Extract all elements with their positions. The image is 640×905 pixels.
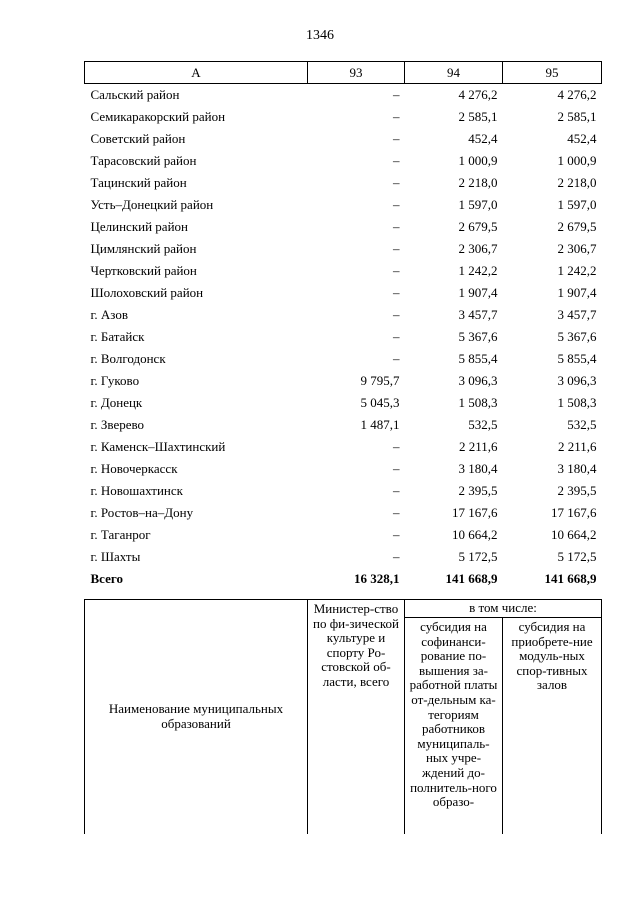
value-col-93: – (393, 461, 400, 476)
value-col-93: – (393, 87, 400, 102)
value-col-94: 1 242,2 (458, 263, 498, 278)
value-col-93: – (393, 285, 400, 300)
value-col-95: 2 211,6 (557, 439, 597, 454)
value-col-93: – (393, 131, 400, 146)
municipality-name: г. Азов (90, 307, 128, 322)
total-col-94: 141 668,9 (445, 571, 498, 586)
including-header: в том числе: (405, 600, 602, 618)
value-col-94: 2 306,7 (458, 241, 498, 256)
table-header-row (85, 62, 602, 84)
value-col-95: 2 585,1 (557, 109, 597, 124)
municipality-name: г. Ростов–на–Дону (90, 505, 194, 520)
value-col-93: – (393, 109, 400, 124)
municipality-name: г. Таганрог (90, 527, 151, 542)
value-col-95: 5 367,6 (557, 329, 597, 344)
header-col-a: А (85, 62, 308, 84)
salary-subsidy-header: субсидия на софинанси-рование по-вышения за-работной платы от-дельным ка-тегориям работников муниципаль-ных учре-ждений до-полнитель-ного образо- (405, 618, 503, 835)
table-row (85, 106, 602, 128)
table-row (85, 436, 602, 458)
municipality-name: Цимлянский район (90, 241, 197, 256)
municipality-name-header: Наименование муниципальных образований (85, 600, 308, 835)
page-number: 1346 (306, 28, 334, 43)
table-row (85, 172, 602, 194)
municipality-name: г. Шахты (90, 549, 141, 564)
table-row (85, 238, 602, 260)
value-col-95: 2 218,0 (557, 175, 597, 190)
value-col-95: 1 907,4 (557, 285, 597, 300)
table-row (85, 414, 602, 436)
value-col-94: 5 172,5 (458, 549, 498, 564)
value-col-94: 452,4 (468, 131, 498, 146)
municipality-name: Советский район (90, 131, 186, 146)
table-row (85, 260, 602, 282)
value-col-95: 1 242,2 (557, 263, 597, 278)
value-col-93: – (393, 549, 400, 564)
total-label: Всего (90, 571, 123, 586)
value-col-93: – (393, 307, 400, 322)
table-row (85, 502, 602, 524)
value-col-93: 1 487,1 (360, 417, 400, 432)
municipality-name: Чертковский район (90, 263, 197, 278)
table-row (85, 370, 602, 392)
value-col-93: – (393, 505, 400, 520)
table-row (85, 524, 602, 546)
value-col-93: – (393, 197, 400, 212)
municipality-name: Тарасовский район (90, 153, 197, 168)
value-col-95: 452,4 (567, 131, 597, 146)
header-col-94: 94 (405, 62, 503, 84)
value-col-95: 17 167,6 (551, 505, 597, 520)
table-row (85, 480, 602, 502)
municipality-name: г. Каменск–Шахтинский (90, 439, 226, 454)
header-col-95: 95 (503, 62, 602, 84)
value-col-94: 3 096,3 (458, 373, 498, 388)
municipality-name: г. Зверево (90, 417, 145, 432)
municipality-name: Усть–Донецкий район (90, 197, 214, 212)
value-col-94: 2 395,5 (458, 483, 498, 498)
table-row (85, 128, 602, 150)
table-row (85, 392, 602, 414)
table-row (85, 326, 602, 348)
header-col-93: 93 (308, 62, 405, 84)
value-col-93: 9 795,7 (360, 373, 400, 388)
value-col-94: 4 276,2 (458, 87, 498, 102)
municipality-name: г. Батайск (90, 329, 145, 344)
budget-table (84, 61, 602, 590)
table-row (85, 84, 602, 107)
table-row (85, 304, 602, 326)
value-col-95: 5 855,4 (557, 351, 597, 366)
municipality-name: Шолоховский район (90, 285, 204, 300)
ministry-total-header: Министер-ство по фи-зической культуре и спорту Ро-стовской об-ласти, всего (308, 600, 405, 835)
value-col-93: – (393, 351, 400, 366)
value-col-94: 1 597,0 (458, 197, 498, 212)
total-row (85, 568, 602, 590)
value-col-95: 3 096,3 (557, 373, 597, 388)
table-row (85, 216, 602, 238)
table-row (85, 348, 602, 370)
value-col-95: 1 597,0 (557, 197, 597, 212)
value-col-94: 2 211,6 (458, 439, 498, 454)
table-row (85, 458, 602, 480)
value-col-95: 532,5 (567, 417, 597, 432)
value-col-93: – (393, 263, 400, 278)
value-col-93: – (393, 175, 400, 190)
municipality-name: г. Новочеркасск (90, 461, 178, 476)
value-col-94: 1 907,4 (458, 285, 498, 300)
table-row (85, 546, 602, 568)
value-col-94: 3 457,7 (458, 307, 498, 322)
municipality-name: Целинский район (90, 219, 188, 234)
municipality-name: г. Гуково (90, 373, 140, 388)
table-row (85, 194, 602, 216)
value-col-93: – (393, 439, 400, 454)
municipality-name: г. Волгодонск (90, 351, 166, 366)
continuation-table-header (84, 599, 602, 834)
value-col-93: – (393, 153, 400, 168)
value-col-94: 1 000,9 (458, 153, 498, 168)
value-col-94: 2 679,5 (458, 219, 498, 234)
sports-hall-subsidy-header: субсидия на приобрете-ние модуль-ных спор-тивных залов (503, 618, 602, 835)
value-col-93: – (393, 219, 400, 234)
value-col-94: 17 167,6 (452, 505, 498, 520)
value-col-95: 10 664,2 (551, 527, 597, 542)
value-col-95: 2 306,7 (557, 241, 597, 256)
municipality-name: Тацинский район (90, 175, 187, 190)
municipality-name: г. Новошахтинск (90, 483, 183, 498)
value-col-93: – (393, 241, 400, 256)
value-col-94: 532,5 (468, 417, 498, 432)
value-col-94: 1 508,3 (458, 395, 498, 410)
value-col-93: – (393, 527, 400, 542)
municipality-name: г. Донецк (90, 395, 143, 410)
total-col-93: 16 328,1 (354, 571, 400, 586)
value-col-93: – (393, 483, 400, 498)
value-col-95: 3 180,4 (557, 461, 597, 476)
value-col-94: 10 664,2 (452, 527, 498, 542)
value-col-95: 3 457,7 (557, 307, 597, 322)
value-col-95: 1 508,3 (557, 395, 597, 410)
value-col-95: 2 679,5 (557, 219, 597, 234)
value-col-95: 1 000,9 (557, 153, 597, 168)
table-row (85, 150, 602, 172)
municipality-name: Сальский район (90, 87, 180, 102)
value-col-94: 5 367,6 (458, 329, 498, 344)
value-col-95: 2 395,5 (557, 483, 597, 498)
value-col-94: 5 855,4 (458, 351, 498, 366)
total-col-95: 141 668,9 (544, 571, 597, 586)
value-col-95: 5 172,5 (557, 549, 597, 564)
value-col-93: 5 045,3 (360, 395, 400, 410)
table-row (85, 282, 602, 304)
value-col-95: 4 276,2 (557, 87, 597, 102)
municipality-name: Семикаракорский район (90, 109, 226, 124)
value-col-94: 2 218,0 (458, 175, 498, 190)
value-col-94: 3 180,4 (458, 461, 498, 476)
value-col-93: – (393, 329, 400, 344)
value-col-94: 2 585,1 (458, 109, 498, 124)
